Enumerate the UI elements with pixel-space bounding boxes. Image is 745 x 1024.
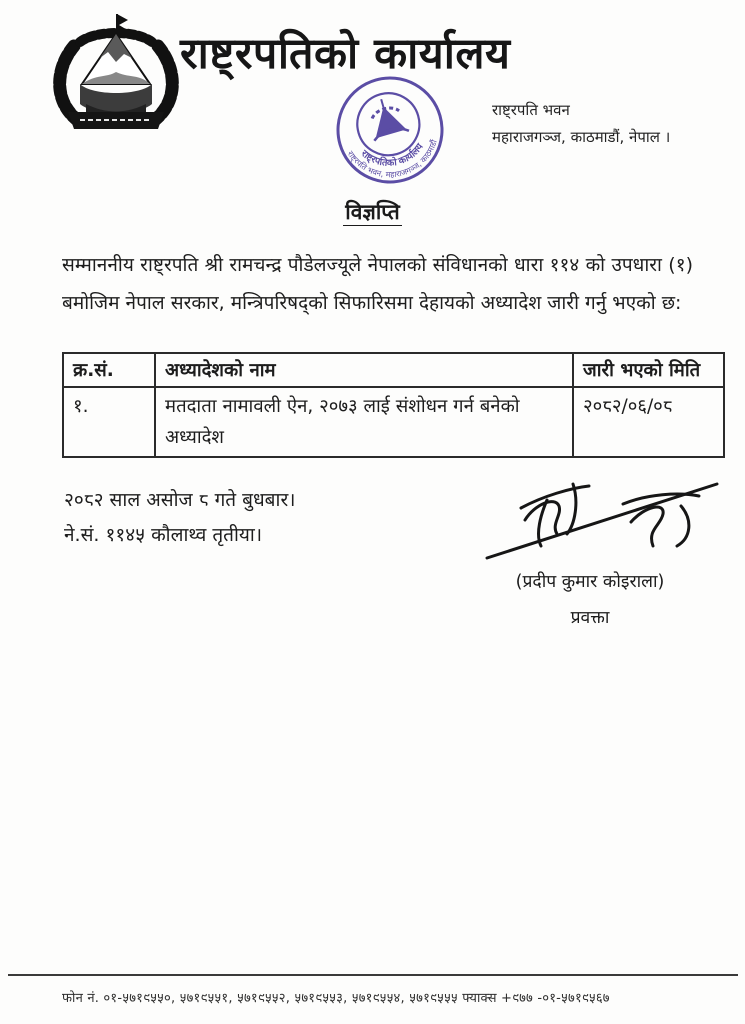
dateline-ns: ने.सं. ११४५ कौलाथ्व तृतीया। xyxy=(64,524,263,546)
signer-name: (प्रदीप कुमार कोइराला) xyxy=(515,572,665,592)
header-issued-date: जारी भएको मिति xyxy=(573,353,724,387)
dateline-bs: २०८२ साल असोज ८ गते बुधबार। xyxy=(64,489,296,511)
header-ordinance-name: अध्यादेशको नाम xyxy=(155,353,573,387)
signature-block xyxy=(455,462,725,629)
signer-designation: प्रवक्ता xyxy=(570,608,610,628)
header-serial-number: क्र.सं. xyxy=(63,353,155,387)
footer-phone-fax: फोन नं. ०१-५७१९५५०, ५७१९५५१, ५७१९५५२, ५७१९५५३, ५७१९५५४, ५७१९५५५ फ्याक्स +९७७ -०१-५७१९५६७ xyxy=(62,991,610,1006)
nepal-coat-of-arms-emblem xyxy=(46,12,186,138)
office-title: राष्ट्रपतिको कार्यालय xyxy=(180,29,511,79)
table-header-row xyxy=(63,353,724,387)
notice-heading-text: विज्ञप्ति xyxy=(345,200,400,224)
notice-heading xyxy=(0,198,745,226)
handwritten-signature xyxy=(455,462,725,567)
ordinance-table xyxy=(62,352,725,458)
notice-body-paragraph: सम्माननीय राष्ट्रपति श्री रामचन्द्र पौडेलज्यूले नेपालको संविधानको धारा ११४ को उपधारा (१) बमोजिम नेपाल सरकार, मन्त्रिपरिषद्को सिफारिसमा देहायको अध्यादेश जारी गर्नु भएको छ: xyxy=(62,254,693,314)
cell-serial-number: १. xyxy=(63,387,155,457)
cell-ordinance-name: मतदाता नामावली ऐन, २०७३ लाई संशोधन गर्न बनेको अध्यादेश xyxy=(155,387,573,457)
office-stamp-seal xyxy=(327,72,453,188)
cell-issued-date: २०८२/०६/०८ xyxy=(573,387,724,457)
address-line-1: राष्ट्रपति भवन xyxy=(492,101,570,119)
table-row xyxy=(63,387,724,457)
dateline xyxy=(64,483,295,553)
address-line-2: महाराजगञ्ज, काठमाडौं, नेपाल । xyxy=(492,128,671,146)
stamp-inner-text: राष्ट्रपतिको कार्यालय xyxy=(358,141,426,169)
footer-divider xyxy=(8,974,738,976)
stamp-outer-text: राष्ट्रपति भवन, महाराजगञ्ज, काठमाडौं xyxy=(345,138,439,180)
office-address xyxy=(492,97,670,151)
